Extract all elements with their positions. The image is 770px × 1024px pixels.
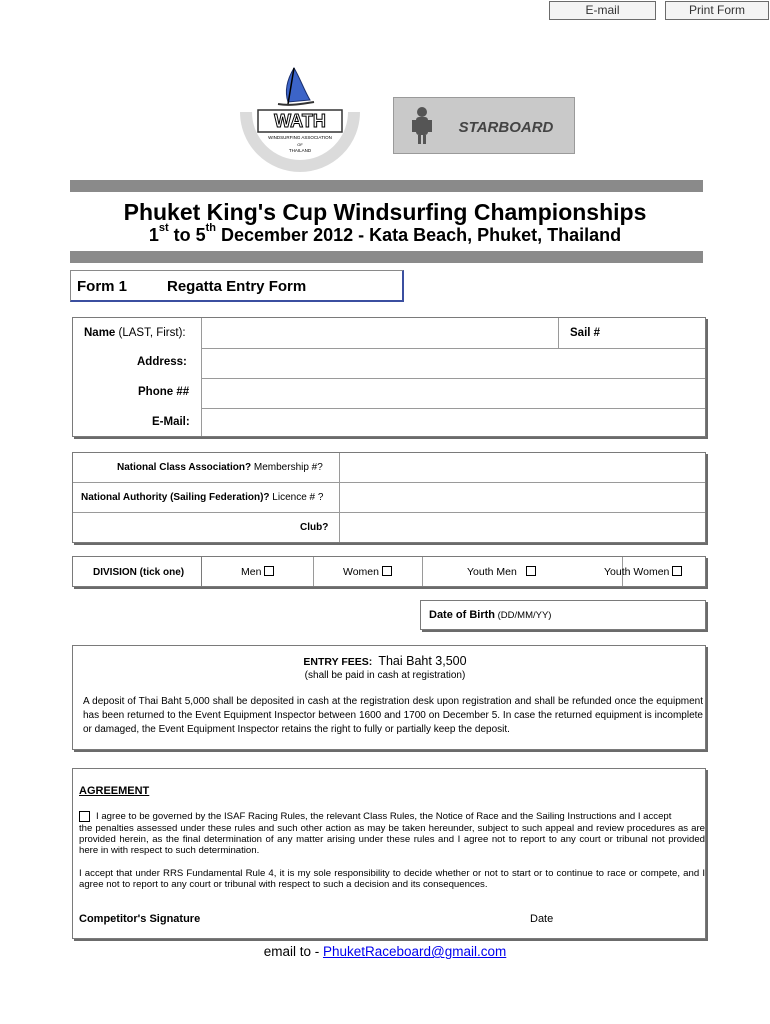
entry-fees-note: (shall be paid in cash at registration) xyxy=(304,670,466,681)
agreement-para1-rest: the penalties assessed under these rules and such other action as may be taken hereunder, subject to such appeal and review procedures as are provided herein, as the final determination of any matter arising under these rules and I agree not to report to any court or tribunal not provided here in with respect to such determination. xyxy=(79,823,705,857)
starboard-logo xyxy=(393,97,575,154)
agreement-heading: AGREEMENT xyxy=(79,785,150,797)
email-label: E-Mail: xyxy=(152,416,190,428)
svg-text:OF: OF xyxy=(297,142,303,147)
signature-label: Competitor's Signature xyxy=(79,913,201,925)
national-authority-label: National Authority (Sailing Federation)? Licence # ? xyxy=(81,492,324,503)
agreement-checkbox[interactable] xyxy=(79,811,90,822)
sail-number-label: Sail # xyxy=(570,327,601,339)
division-label: DIVISION (tick one) xyxy=(93,567,185,578)
svg-text:THAILAND: THAILAND xyxy=(288,148,312,153)
division-youth-men[interactable]: Youth Men xyxy=(467,566,536,578)
dob-label: Date of Birth (DD/MM/YY) xyxy=(429,609,552,621)
name-label: Name (LAST, First): xyxy=(84,327,186,339)
phone-input[interactable] xyxy=(202,379,704,407)
email-button[interactable]: E-mail xyxy=(549,1,656,20)
print-form-button[interactable]: Print Form xyxy=(665,1,769,20)
signature-field[interactable] xyxy=(215,905,515,931)
date-label: Date xyxy=(530,913,554,925)
club-input[interactable] xyxy=(340,513,704,541)
footer-email-line: email to - PhuketRaceboard@gmail.com xyxy=(263,944,507,959)
entry-fees-line: ENTRY FEES: Thai Baht 3,500 xyxy=(303,654,467,668)
email-input[interactable] xyxy=(202,409,704,435)
address-input[interactable] xyxy=(202,349,704,377)
svg-text:STARBOARD: STARBOARD xyxy=(458,119,554,136)
form-name: Regatta Entry Form xyxy=(167,278,307,295)
class-association-input[interactable] xyxy=(340,454,704,481)
deposit-text: A deposit of Thai Baht 5,000 shall be deposited in cash at the registration desk upon registration and shall be refunded once the equipment has been returned to the Event Equipment Inspector between 1600 and 1700 on December 5. In case the returned equipment is incomplete or damaged, the Event Equipment Inspector retains the right to fully or partially keep the deposit. xyxy=(83,696,703,735)
checkbox-youth-women[interactable] xyxy=(672,566,682,576)
wath-logo-text: WATH xyxy=(274,111,326,131)
header-divider-bottom xyxy=(70,251,703,263)
name-input[interactable] xyxy=(202,319,557,346)
header-divider-top xyxy=(70,180,703,192)
national-authority-input[interactable] xyxy=(340,483,704,511)
event-title: Phuket King's Cup Windsurfing Championships xyxy=(123,199,647,225)
division-youth-women[interactable]: Youth Women xyxy=(604,566,682,578)
sail-number-input[interactable] xyxy=(603,319,703,346)
address-label: Address: xyxy=(137,356,187,368)
club-label: Club? xyxy=(300,522,329,533)
agreement-para1-line1: I agree to be governed by the ISAF Racing Rules, the relevant Class Rules, the Notice of Race and the Sailing Instructions and I accept xyxy=(96,811,672,822)
form-header xyxy=(70,270,404,302)
checkbox-women[interactable] xyxy=(382,566,392,576)
svg-text:WINDSURFING ASSOCIATION: WINDSURFING ASSOCIATION xyxy=(268,135,332,140)
division-women[interactable]: Women xyxy=(343,566,392,578)
wath-logo xyxy=(238,60,362,172)
checkbox-youth-men[interactable] xyxy=(526,566,536,576)
footer-email-link[interactable]: PhuketRaceboard@gmail.com xyxy=(322,944,507,959)
checkbox-men[interactable] xyxy=(264,566,274,576)
class-association-label: National Class Association? Membership #? xyxy=(117,462,323,473)
date-field[interactable] xyxy=(560,905,700,931)
agreement-para2: I accept that under RRS Fundamental Rule 4, it is my sole responsibility to decide whether or not to start or to continue to race or compete, and I agree not to report to any court or tribunal with respect to such a decision and its consequences. xyxy=(79,868,705,891)
division-men[interactable]: Men xyxy=(241,566,274,578)
form-number: Form 1 xyxy=(77,278,128,295)
event-dates: 1st to 5th December 2012 - Kata Beach, Phuket, Thailand xyxy=(148,222,622,245)
phone-label: Phone ## xyxy=(138,386,190,398)
